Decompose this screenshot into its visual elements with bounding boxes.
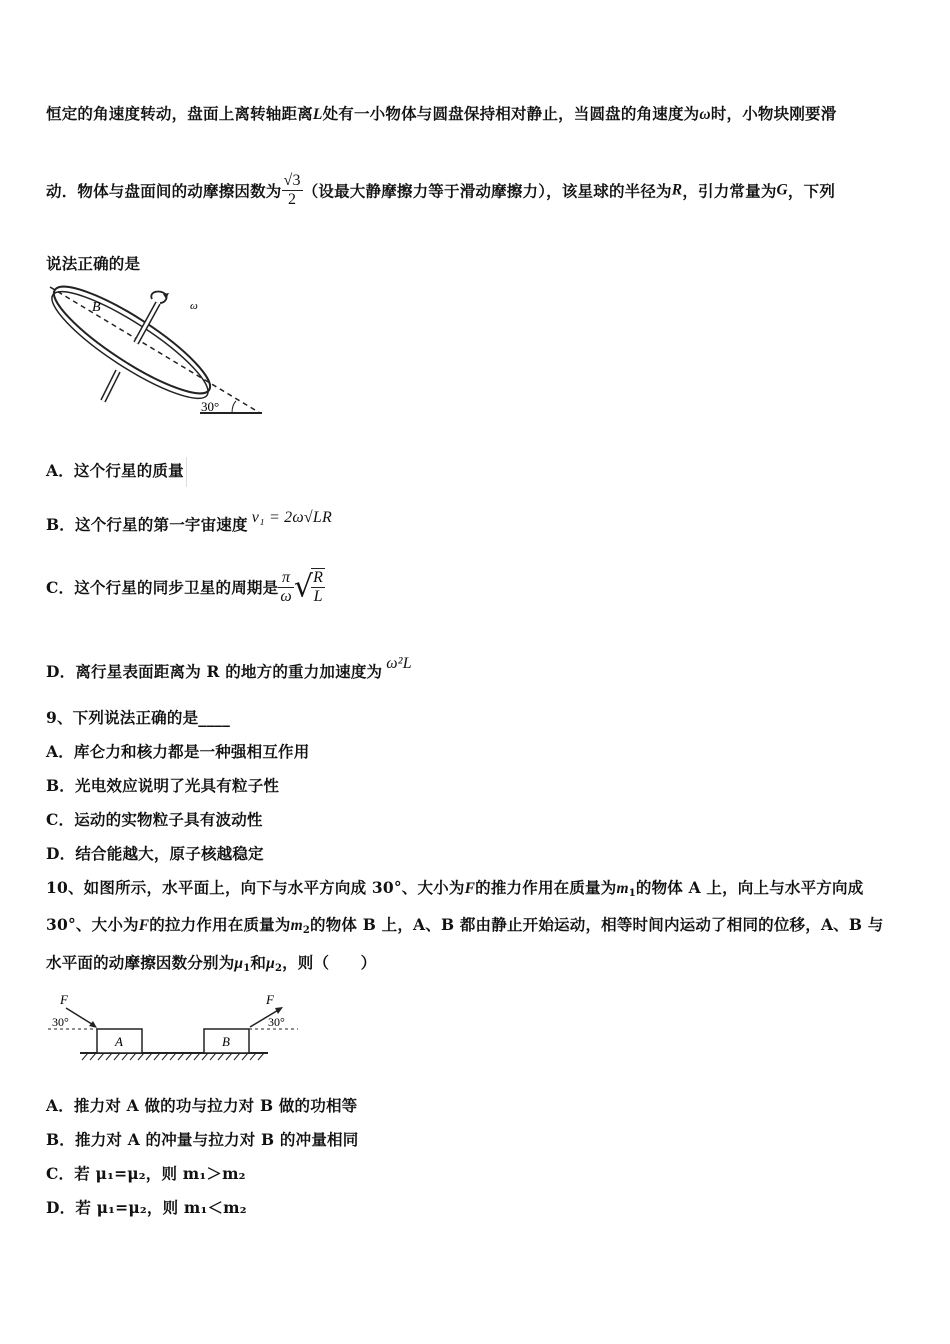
push-force-arrow bbox=[66, 1008, 95, 1026]
q9-stem: 9、下列说法正确的是____ bbox=[46, 708, 231, 727]
q9-option-a[interactable]: A．库仑力和核力都是一种强相互作用 bbox=[46, 742, 310, 761]
force-F-right: F bbox=[266, 992, 274, 1007]
q8-line3: 说法正确的是 bbox=[46, 254, 141, 273]
first-cosmic-velocity-formula: v₁ = 2ω√LR bbox=[251, 509, 332, 526]
push-arrowhead-icon bbox=[89, 1021, 97, 1028]
force-F-left: F bbox=[60, 992, 68, 1007]
q10-line1: 10、如图所示，水平面上，向下与水平方向成 30°、大小为F的推力作用在质量为$m_1$的物体 A 上，向上与水平方向成 bbox=[46, 878, 864, 899]
rotating-disk-figure bbox=[40, 285, 270, 425]
ground-hatch bbox=[82, 1053, 264, 1060]
rotation-shaft-bottom-inner bbox=[103, 371, 118, 401]
q9-option-c[interactable]: C．运动的实物粒子具有波动性 bbox=[46, 810, 263, 829]
blocks-force-figure bbox=[40, 990, 310, 1065]
faded-formula-image bbox=[186, 457, 197, 487]
q8-option-d[interactable]: D．离行星表面距离为 R 的地方的重力加速度为 ω²L bbox=[46, 655, 412, 681]
angle-right: 30° bbox=[268, 1015, 285, 1029]
q8-option-c[interactable]: C．这个行星的同步卫星的周期是 $\frac{\pi}{\omega}$ √ $\frac{R}{L}$ bbox=[46, 568, 324, 605]
q9-option-b[interactable]: B．光电效应说明了光具有粒子性 bbox=[46, 776, 280, 795]
block-A-label: A bbox=[115, 1034, 123, 1049]
label-omega: ω bbox=[190, 300, 198, 312]
gravity-formula: ω²L bbox=[386, 655, 412, 672]
block-B-label: B bbox=[222, 1034, 230, 1049]
q10-option-a[interactable]: A．推力对 A 做的功与拉力对 B 做的功相等 bbox=[46, 1096, 358, 1115]
label-B: B bbox=[92, 300, 101, 315]
rotation-arrowhead-icon bbox=[163, 293, 169, 299]
var-omega: ω bbox=[699, 106, 711, 123]
rotation-shaft-top-inner bbox=[136, 303, 158, 343]
sqrt-icon: √ bbox=[293, 569, 314, 605]
mu-fraction: $\frac{√3}{2}$ bbox=[283, 172, 301, 208]
rotation-arrow-icon bbox=[151, 292, 166, 303]
q10-option-b[interactable]: B．推力对 A 的冲量与拉力对 B 的冲量相同 bbox=[46, 1130, 359, 1149]
q10-option-d[interactable]: D．若 μ₁=μ₂，则 m₁＜m₂ bbox=[46, 1198, 247, 1217]
var-L: L bbox=[312, 106, 323, 123]
label-angle-30: 30° bbox=[201, 399, 220, 414]
sqrt-r-over-l: $\frac{R}{L}$ bbox=[313, 569, 324, 605]
angle-left: 30° bbox=[52, 1015, 69, 1029]
q10-line2: 30°、大小为F的拉力作用在质量为$m_2$的物体 B 上，A、B 都由静止开始运动，相等时间内运动了相同的位移，A、B 与 bbox=[46, 915, 884, 936]
q10-line3: 水平面的动摩擦因数分别为$\mu_1$和$\mu_2$，则（ ） bbox=[46, 953, 377, 974]
q8-line2: 动．物体与盘面间的动摩擦因数为 $\frac{√3}{2}$ （设最大静摩擦力等于滑动摩擦力），该星球的半径为R，引力常量为G，下列 bbox=[46, 172, 836, 208]
period-fraction: $\frac{\pi}{\omega}$ bbox=[280, 568, 292, 605]
angle-arc bbox=[232, 401, 236, 413]
q8-option-a[interactable]: A．这个行星的质量 bbox=[46, 457, 197, 487]
q9-option-d[interactable]: D．结合能越大，原子核越稳定 bbox=[46, 844, 264, 863]
q8-line1: 恒定的角速度转动，盘面上离转轴距离L处有一小物体与圆盘保持相对静止，当圆盘的角速度为ω时，小物块刚要滑 bbox=[46, 104, 837, 123]
q10-option-c[interactable]: C．若 μ₁=μ₂，则 m₁＞m₂ bbox=[46, 1164, 246, 1183]
q8-option-b[interactable]: B．这个行星的第一宇宙速度 v₁ = 2ω√LR bbox=[46, 509, 332, 534]
